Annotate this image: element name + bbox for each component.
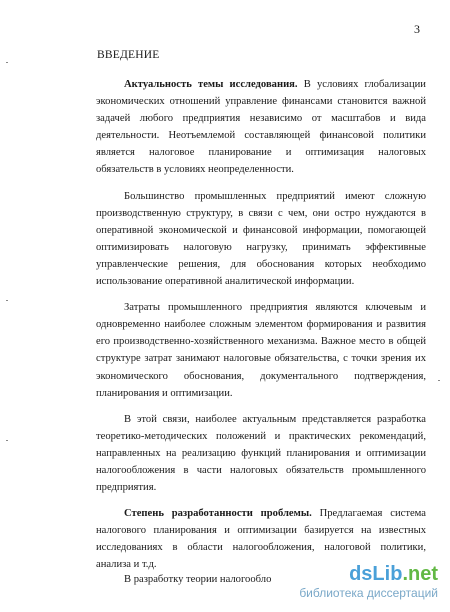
paragraph-text: В условиях глобализации экономических отношений управление финансами становится важной задачей любого предприятия независимо от масштабов и вида деятельности. Неотъемлемой составляющей финансовой политики является налоговое планирование и оптимизация налоговых обязательств в условиях неопределенности. <box>96 79 426 176</box>
truncated-line: В разработку теории налогообло <box>124 574 272 585</box>
margin-mark <box>6 440 8 441</box>
margin-mark <box>6 300 8 301</box>
paragraph-costs <box>96 299 426 402</box>
paragraph-lead: Степень разработанности проблемы. <box>124 508 312 520</box>
paragraph-development <box>96 411 426 496</box>
paragraph-text: Предлагаемая система налогового планирования и оптимизации базируется на известных исследованиях в области налогообложения, налоговой политики, анализа и т.д. <box>96 508 426 571</box>
watermark-logo: dsLib.net <box>349 563 438 585</box>
paragraph-text: В этой связи, наиболее актуальным представляется разработка теоретико-методических положений и практических рекомендаций, направленных на реализацию функций планирования и оптимизации налогообложения в части налоговых обязательств промышленного предприятия. <box>96 413 426 494</box>
watermark-subtitle: библиотека диссертаций <box>299 586 438 600</box>
watermark[interactable] <box>299 564 438 600</box>
margin-mark <box>438 380 440 381</box>
paragraph-relevance <box>96 76 426 179</box>
paragraph-lead: Актуальность темы исследования. <box>124 79 298 90</box>
document-body <box>96 76 426 583</box>
page-title: ВВЕДЕНИЕ <box>97 49 160 61</box>
paragraph-enterprises <box>96 188 426 291</box>
paragraph-text: Затраты промышленного предприятия являются ключевым и одновременно наиболее сложным элементом формирования и развития его производственно-хозяйственного механизма. Важное место в общей структуре затрат занимают налоговые обязательства, с точки зрения их экономического обоснования, документального подтверждения, планирования и оптимизации. <box>96 302 426 399</box>
paragraph-text: Большинство промышленных предприятий имеют сложную производственную структуру, в связи с чем, они остро нуждаются в оперативной экономической и финансовой информации, помогающей оптимизировать налоговую нагрузку, принимать эффективные управленческие решения, для обоснования которых необходимо использование оперативной аналитической информации. <box>96 190 426 288</box>
margin-mark <box>6 62 8 63</box>
page-number: 3 <box>414 22 420 36</box>
